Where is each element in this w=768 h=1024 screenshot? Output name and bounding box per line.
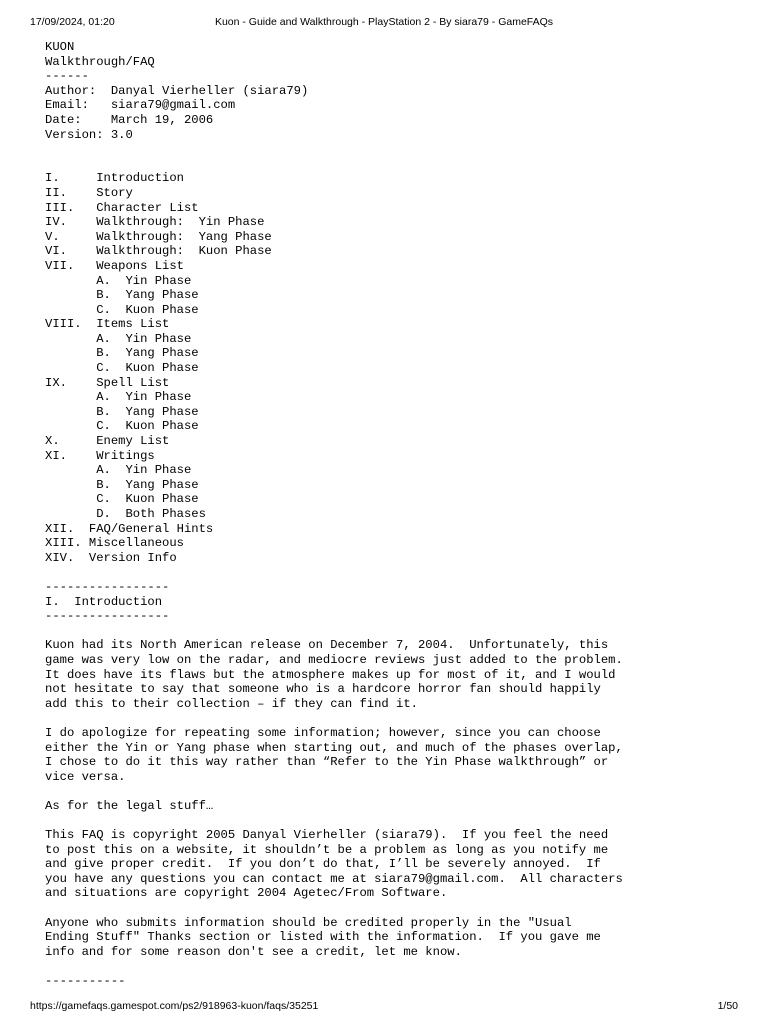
document-line: Ending Stuff" Thanks section or listed with the information. If you gave me bbox=[45, 930, 601, 945]
document-line: Email: siara79@gmail.com bbox=[45, 98, 236, 113]
document-line: D. Both Phases bbox=[45, 507, 206, 521]
document-line: V. Walkthrough: Yang Phase bbox=[45, 229, 272, 244]
document-line: info and for some reason don't see a credit, let me know. bbox=[45, 944, 462, 959]
document-line: II. Story bbox=[45, 185, 133, 200]
page-title: Kuon - Guide and Walkthrough - PlayStation 2 - By siara79 - GameFAQs bbox=[214, 16, 554, 28]
document-line: X. Enemy List bbox=[45, 434, 170, 449]
page-url: https://gamefaqs.gamespot.com/ps2/918963-kuon/faqs/35251 bbox=[30, 1000, 319, 1012]
document-line: Walkthrough/FAQ bbox=[45, 54, 155, 69]
document-line: A. Yin Phase bbox=[45, 273, 192, 288]
print-datetime: 17/09/2024, 01:20 bbox=[30, 16, 115, 28]
document-line: B. Yang Phase bbox=[45, 288, 199, 303]
document-line: XI. Writings bbox=[45, 448, 155, 463]
document-line: A. Yin Phase bbox=[45, 331, 192, 346]
print-footer bbox=[30, 998, 738, 1014]
document-line: ------ bbox=[45, 69, 89, 84]
page-number: 1/50 bbox=[717, 1000, 738, 1012]
print-header bbox=[30, 14, 738, 30]
document-line: IV. Walkthrough: Yin Phase bbox=[45, 215, 265, 230]
document-line: I. Introduction bbox=[45, 594, 163, 609]
document-line: either the Yin or Yang phase when starting out, and much of the phases overlap, bbox=[45, 740, 623, 755]
document-line: III. Character List bbox=[45, 200, 199, 215]
document-line: KUON bbox=[45, 40, 75, 54]
document-line: I. Introduction bbox=[45, 171, 184, 186]
document-line: B. Yang Phase bbox=[45, 346, 199, 361]
document-line: XII. FAQ/General Hints bbox=[45, 521, 214, 536]
document-line: ----------------- bbox=[45, 579, 170, 594]
document-line: vice versa. bbox=[45, 769, 126, 784]
document-line: and give proper credit. If you don’t do that, I’ll be severely annoyed. If bbox=[45, 857, 601, 872]
document-line: Version: 3.0 bbox=[45, 127, 133, 142]
document-line: IX. Spell List bbox=[45, 375, 170, 390]
document-line: C. Kuon Phase bbox=[45, 419, 199, 434]
document-line: you have any questions you can contact me at siara79@gmail.com. All characters bbox=[45, 871, 623, 886]
document-line: Anyone who submits information should be credited properly in the "Usual bbox=[45, 915, 572, 930]
faq-document-body bbox=[45, 40, 745, 989]
document-line: Kuon had its North American release on December 7, 2004. Unfortunately, this bbox=[45, 638, 609, 653]
document-line: B. Yang Phase bbox=[45, 404, 199, 419]
document-line: and situations are copyright 2004 Agetec/From Software. bbox=[45, 886, 448, 901]
document-line: XIV. Version Info bbox=[45, 550, 177, 565]
document-line: I chose to do it this way rather than “Refer to the Yin Phase walkthrough” or bbox=[45, 755, 609, 770]
document-line: XIII. Miscellaneous bbox=[45, 536, 184, 551]
document-line: VIII. Items List bbox=[45, 317, 170, 332]
document-line: As for the legal stuff… bbox=[45, 798, 214, 813]
document-line: I do apologize for repeating some information; however, since you can choose bbox=[45, 725, 601, 740]
document-line: ----------- bbox=[45, 974, 126, 988]
document-line: VII. Weapons List bbox=[45, 258, 184, 273]
document-line: ----------------- bbox=[45, 609, 170, 624]
document-line: Date: March 19, 2006 bbox=[45, 112, 214, 127]
document-line: C. Kuon Phase bbox=[45, 302, 199, 317]
document-line: Author: Danyal Vierheller (siara79) bbox=[45, 83, 309, 98]
document-line: C. Kuon Phase bbox=[45, 361, 199, 376]
document-line: add this to their collection – if they can find it. bbox=[45, 696, 418, 711]
document-line: game was very low on the radar, and mediocre reviews just added to the problem. bbox=[45, 652, 623, 667]
document-line: A. Yin Phase bbox=[45, 463, 192, 478]
document-line: VI. Walkthrough: Kuon Phase bbox=[45, 244, 272, 259]
document-line: It does have its flaws but the atmosphere makes up for most of it, and I would bbox=[45, 667, 616, 682]
document-line: B. Yang Phase bbox=[45, 477, 199, 492]
document-line: to post this on a website, it shouldn’t be a problem as long as you notify me bbox=[45, 842, 609, 857]
document-line: This FAQ is copyright 2005 Danyal Vierheller (siara79). If you feel the need bbox=[45, 828, 609, 843]
document-line: C. Kuon Phase bbox=[45, 492, 199, 507]
document-line: A. Yin Phase bbox=[45, 390, 192, 405]
document-line: not hesitate to say that someone who is a hardcore horror fan should happily bbox=[45, 682, 601, 697]
